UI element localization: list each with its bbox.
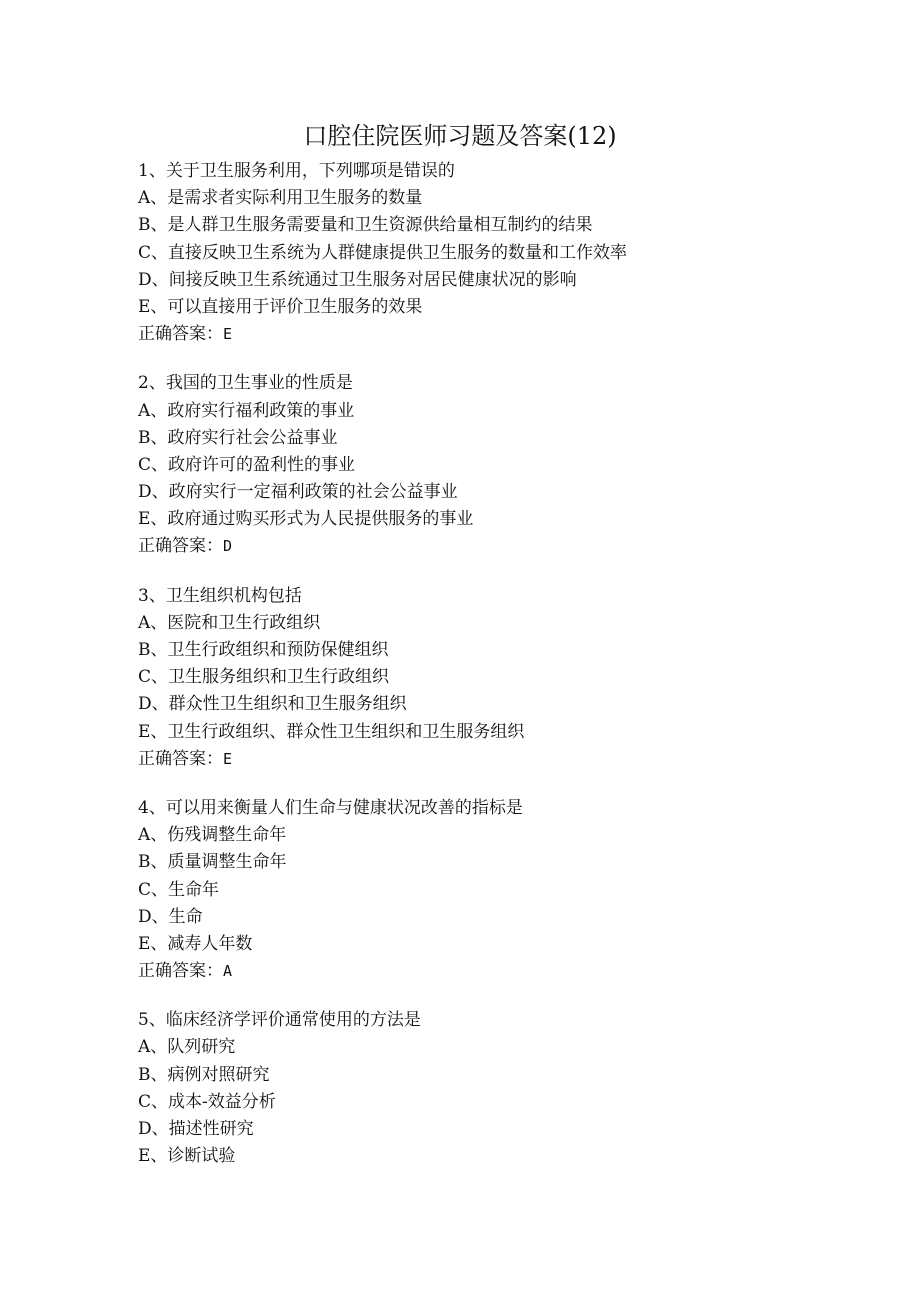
option-e: E、减寿人年数: [138, 933, 253, 954]
answer-value: E: [223, 749, 233, 768]
correct-answer: [138, 321, 838, 348]
option-c: C、生命年: [138, 879, 220, 900]
option-a: A、政府实行福利政策的事业: [138, 400, 355, 421]
answer-value: D: [223, 537, 233, 556]
option-d: D、政府实行一定福利政策的社会公益事业: [138, 482, 458, 503]
question-stem: 4、可以用来衡量人们生命与健康状况改善的指标是: [138, 797, 523, 818]
option-b: B、卫生行政组织和预防保健组织: [138, 640, 389, 660]
answer-label: 正确答案：: [138, 324, 223, 345]
question-1: [138, 158, 838, 348]
answer-label: 正确答案：: [138, 748, 223, 769]
answer-label: 正确答案：: [138, 536, 223, 557]
question-stem: 2、我国的卫生事业的性质是: [138, 373, 353, 394]
option-a: A、医院和卫生行政组织: [138, 612, 321, 633]
option-e: E、政府通过购买形式为人民提供服务的事业: [138, 509, 474, 530]
option-a: A、是需求者实际利用卫生服务的数量: [138, 188, 423, 209]
question-stem: 1、关于卫生服务利用，下列哪项是错误的: [138, 161, 455, 181]
option-c: C、成本-效益分析: [138, 1091, 276, 1112]
option-d: D、间接反映卫生系统通过卫生服务对居民健康状况的影响: [138, 269, 577, 290]
option-e: E、卫生行政组织、群众性卫生组织和卫生服务组织: [138, 721, 525, 742]
option-c: C、直接反映卫生系统为人群健康提供卫生服务的数量和工作效率: [138, 242, 628, 263]
answer-value: A: [223, 962, 233, 981]
answer-value: E: [223, 325, 233, 344]
option-e: E、可以直接用于评价卫生服务的效果: [138, 296, 423, 317]
question-stem: 5、临床经济学评价通常使用的方法是: [138, 1010, 421, 1031]
correct-answer: [138, 746, 838, 773]
option-e: E、诊断试验: [138, 1146, 236, 1167]
correct-answer: [138, 958, 838, 985]
option-b: B、是人群卫生服务需要量和卫生资源供给量相互制约的结果: [138, 215, 593, 236]
question-stem: 3、卫生组织机构包括: [138, 585, 302, 606]
option-a: A、队列研究: [138, 1037, 236, 1058]
question-5: [138, 1007, 838, 1170]
question-3: [138, 583, 838, 773]
option-d: D、群众性卫生组织和卫生服务组织: [138, 694, 407, 715]
question-2: [138, 370, 838, 560]
question-4: [138, 795, 838, 985]
option-c: C、政府许可的盈利性的事业: [138, 454, 356, 475]
answer-label: 正确答案：: [138, 961, 223, 982]
option-b: B、病例对照研究: [138, 1064, 270, 1085]
option-b: B、质量调整生命年: [138, 852, 287, 873]
correct-answer: [138, 533, 838, 560]
option-d: D、生命: [138, 906, 203, 927]
option-c: C、卫生服务组织和卫生行政组织: [138, 667, 390, 688]
question-list: [138, 158, 838, 1192]
option-a: A、伤残调整生命年: [138, 825, 287, 846]
option-b: B、政府实行社会公益事业: [138, 427, 338, 448]
document-title: 口腔住院医师习题及答案(12): [303, 122, 617, 150]
option-d: D、描述性研究: [138, 1119, 254, 1139]
